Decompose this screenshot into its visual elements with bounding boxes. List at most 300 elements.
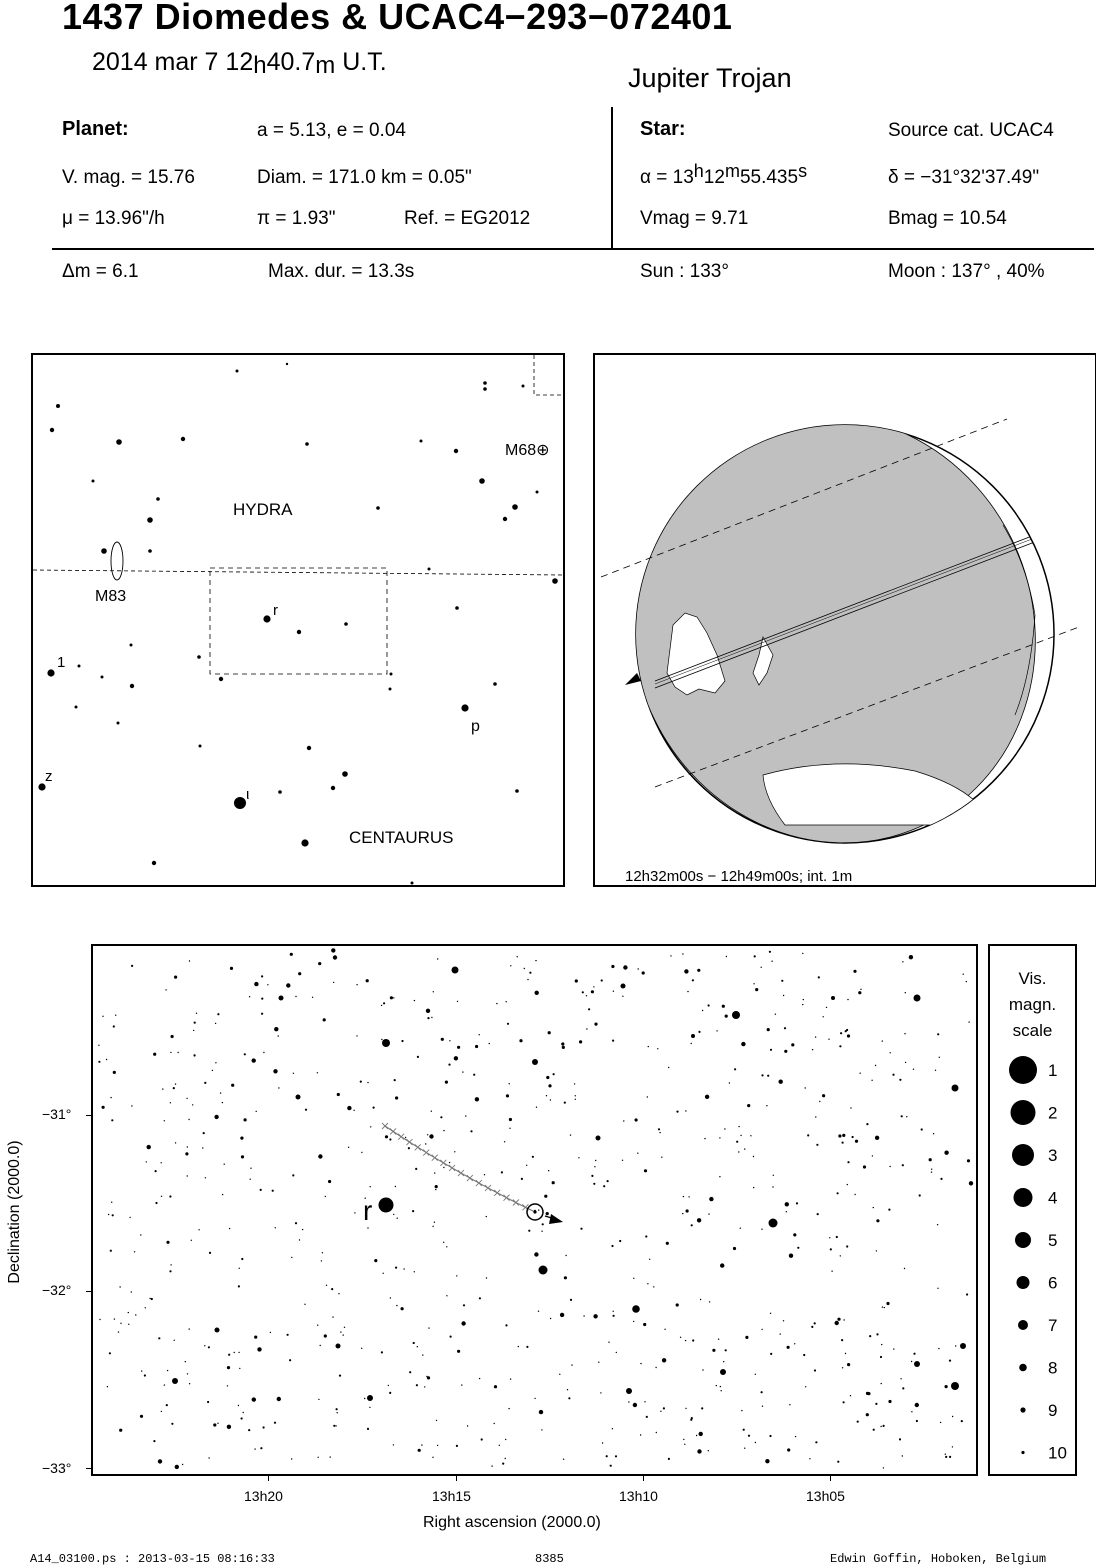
detail-field-star [274, 1027, 278, 1031]
detail-field-star [781, 980, 783, 982]
detail-field-star [217, 1013, 219, 1015]
detail-field-star [905, 1062, 906, 1063]
detail-field-star [111, 1202, 112, 1203]
detail-field-star [360, 1081, 362, 1083]
detail-field-star [337, 1412, 338, 1413]
detail-field-star [860, 1073, 861, 1074]
detail-field-star [383, 1002, 385, 1004]
detail-field-star [166, 1404, 168, 1406]
detail-field-star [115, 1015, 116, 1016]
detail-field-star [385, 1135, 388, 1138]
detail-field-star [336, 1408, 338, 1410]
detail-field-star [475, 1045, 478, 1048]
detail-field-star [383, 1273, 384, 1274]
planet-parallax: π = 1.93" [257, 208, 336, 229]
detail-field-star [208, 1346, 210, 1348]
detail-star [539, 1266, 548, 1275]
detail-field-star [937, 1288, 938, 1289]
detail-field-star [902, 1164, 904, 1166]
detail-field-star [842, 1134, 845, 1137]
detail-field-star [186, 1098, 187, 1099]
detail-field-star [659, 1132, 660, 1133]
detail-field-star [840, 1255, 841, 1256]
detail-field-star [164, 1384, 165, 1385]
page-title: 1437 Diomedes & UCAC4−293−072401 [62, 0, 733, 37]
detail-field-star [364, 1398, 365, 1399]
detail-field-star [873, 1207, 874, 1208]
legend-label-mag-5: 5 [1048, 1231, 1058, 1250]
detail-field-star [147, 1145, 151, 1149]
label-m83: M83 [95, 588, 127, 605]
detail-field-star [524, 968, 525, 969]
detail-field-star [954, 1386, 955, 1387]
detail-field-star [940, 1422, 941, 1423]
detail-field-star [829, 1237, 830, 1238]
detail-star [732, 1011, 740, 1019]
detail-field-star [705, 1095, 709, 1099]
label-hydra: HYDRA [233, 500, 293, 519]
detail-field-star [481, 1438, 483, 1440]
detail-field-star [729, 1082, 730, 1083]
detail-star [367, 1395, 373, 1401]
detail-field-star [875, 1065, 876, 1066]
planet-orbit: a = 5.13, e = 0.04 [257, 120, 406, 141]
detail-field-star [456, 1275, 457, 1276]
detail-field-star [593, 986, 594, 987]
detail-field-star [568, 1397, 570, 1399]
detail-field-star [611, 1245, 613, 1247]
detail-field-star [841, 1339, 843, 1341]
finder-star [156, 497, 160, 501]
finder-star [117, 722, 120, 725]
footer-number: 8385 [535, 1552, 564, 1566]
star-alpha [640, 161, 808, 189]
detail-field-star [623, 1120, 624, 1121]
detail-field-star [805, 1087, 806, 1088]
detail-field-star [175, 1465, 179, 1469]
detail-field-star [361, 1152, 362, 1153]
detail-field-star [550, 1099, 551, 1100]
info-divider [611, 107, 613, 249]
detail-field-star [945, 1456, 947, 1458]
legend-dot-mag-10 [1021, 1451, 1024, 1454]
detail-field-star [919, 1194, 921, 1196]
date-prefix: 2014 mar 7 12 [92, 48, 254, 76]
detail-field-star [676, 1111, 678, 1113]
detail-field-star [267, 984, 268, 985]
detail-field-star [553, 1073, 555, 1075]
ytick-label-2: −32° [42, 1282, 72, 1298]
detail-chart [91, 944, 978, 1476]
detail-field-star [277, 1397, 281, 1401]
legend-dot-mag-2 [1011, 1100, 1036, 1125]
ytick-mark-2 [86, 1291, 91, 1292]
ytick-label-3: −33° [42, 1460, 72, 1476]
detail-field-star [815, 1036, 816, 1037]
detail-field-star [886, 1302, 889, 1305]
finder-star [411, 882, 414, 885]
detail-field-star [909, 955, 913, 959]
detail-field-star [405, 1137, 406, 1138]
detail-field-star [875, 1403, 877, 1405]
detail-field-star [361, 1348, 362, 1349]
finder-star [503, 517, 507, 521]
detail-field-star [205, 1177, 206, 1178]
detail-field-star [771, 961, 772, 962]
detail-field-star [644, 1401, 645, 1402]
detail-field-star [812, 1049, 813, 1050]
detail-field-star [436, 1420, 437, 1421]
finder-star [101, 548, 107, 554]
legend-dot-mag-5 [1015, 1232, 1031, 1248]
detail-field-star [866, 1392, 869, 1395]
detail-field-star [580, 1228, 582, 1230]
detail-field-star [582, 991, 584, 993]
detail-field-star [207, 1401, 209, 1403]
detail-field-star [608, 1342, 609, 1343]
detail-field-star [381, 1005, 382, 1006]
detail-field-star [682, 1213, 683, 1214]
detail-field-star [647, 1283, 648, 1284]
detail-field-star [215, 1023, 216, 1024]
detail-field-star [803, 999, 804, 1000]
detail-field-star [845, 1353, 846, 1354]
detail-stars [98, 948, 973, 1469]
detail-field-star [167, 1370, 168, 1371]
detail-field-star [855, 1140, 858, 1143]
detail-field-star [187, 1373, 188, 1374]
legend-label-mag-6: 6 [1048, 1273, 1058, 1293]
detail-field-star [882, 1306, 883, 1307]
detail-field-star [244, 1118, 247, 1121]
detail-field-star [857, 1421, 859, 1423]
delta-mag: Δm = 6.1 [62, 261, 139, 282]
detail-field-star [536, 1107, 537, 1108]
detail-field-star [945, 1454, 946, 1455]
detail-field-star [906, 1116, 907, 1117]
detail-field-star [755, 1374, 756, 1375]
detail-field-star [446, 1295, 447, 1296]
detail-field-star [933, 1133, 934, 1134]
detail-field-star [414, 1000, 415, 1001]
detail-field-star [461, 1321, 465, 1325]
detail-field-star [743, 1429, 745, 1431]
detail-field-star [546, 1076, 549, 1079]
detail-field-star [149, 1298, 150, 1299]
detail-field-star [113, 1071, 116, 1074]
detail-field-star [433, 991, 434, 992]
legend-dot-mag-6 [1017, 1276, 1030, 1289]
detail-field-star [217, 1423, 218, 1424]
star-r-label: r [363, 1195, 373, 1226]
detail-field-star [594, 1166, 595, 1167]
legend-label-mag-8: 8 [1048, 1358, 1058, 1378]
detail-field-star [633, 1403, 637, 1407]
detail-field-star [328, 1180, 331, 1183]
detail-field-star [254, 1448, 255, 1449]
detail-field-star [107, 1386, 108, 1387]
detail-field-star [153, 1440, 155, 1442]
detail-field-box [210, 568, 387, 674]
detail-field-star [227, 1385, 228, 1386]
detail-field-star [129, 1217, 130, 1218]
detail-field-star [952, 1446, 953, 1447]
detail-field-star [783, 995, 784, 996]
detail-field-star [888, 1209, 890, 1211]
detail-field-star [182, 1464, 183, 1465]
detail-field-star [241, 1155, 244, 1158]
finder-star [344, 622, 348, 626]
detail-field-star [114, 1318, 115, 1319]
alpha-s: s [798, 161, 808, 181]
detail-field-star [505, 1458, 506, 1459]
detail-field-star [850, 1395, 851, 1396]
detail-field-star [510, 1378, 511, 1379]
detail-field-star [479, 1378, 480, 1379]
xtick-mark-1 [268, 1476, 269, 1481]
detail-field-star [845, 1030, 847, 1032]
finder-star [199, 745, 202, 748]
detail-field-star [785, 1202, 789, 1206]
detail-field-star [740, 1135, 741, 1136]
detail-star [382, 1039, 390, 1047]
label-centaurus: CENTAURUS [349, 828, 454, 847]
detail-field-star [616, 1352, 617, 1353]
track-ticks [382, 1123, 528, 1210]
detail-field-star [819, 1101, 820, 1102]
detail-field-star [680, 1337, 681, 1338]
magnitude-legend [988, 944, 1077, 1476]
finder-star [536, 491, 539, 494]
detail-field-star [780, 1333, 781, 1334]
detail-field-star [668, 1067, 669, 1068]
detail-field-star [570, 1134, 571, 1135]
detail-field-star [753, 1156, 754, 1157]
detail-field-star [931, 1169, 932, 1170]
detail-field-star [426, 1376, 427, 1377]
detail-star [532, 1059, 538, 1065]
detail-field-star [869, 1335, 871, 1337]
detail-field-star [850, 1107, 851, 1108]
detail-field-star [241, 1417, 243, 1419]
finder-star [479, 478, 485, 484]
detail-field-star [333, 955, 337, 959]
detail-field-star [467, 1425, 468, 1426]
detail-field-star [637, 1153, 638, 1154]
detail-field-star [161, 1411, 162, 1412]
detail-field-star [600, 1392, 601, 1393]
detail-field-star [708, 1213, 709, 1214]
detail-field-star [839, 1045, 841, 1047]
detail-field-star [784, 1027, 786, 1029]
detail-field-star [194, 1022, 196, 1024]
detail-field-star [905, 992, 906, 993]
detail-field-star [872, 1155, 873, 1156]
detail-field-star [787, 1346, 790, 1349]
detail-field-star [128, 1324, 129, 1325]
detail-star [831, 996, 835, 1000]
detail-field-star [293, 1073, 294, 1074]
detail-field-star [158, 1337, 160, 1339]
detail-field-star [949, 1456, 951, 1458]
finder-star [376, 506, 380, 510]
finder-star [92, 480, 95, 483]
detail-field-star [393, 1214, 394, 1215]
detail-field-star [937, 1033, 939, 1035]
detail-star [296, 1095, 301, 1100]
detail-field-star [443, 1130, 444, 1131]
detail-field-star [539, 1410, 543, 1414]
detail-field-star [899, 1079, 901, 1081]
detail-field-star [108, 1214, 109, 1215]
detail-field-star [755, 988, 758, 991]
detail-field-star [489, 1043, 490, 1044]
detail-field-star [866, 1413, 869, 1416]
detail-field-star [913, 1353, 915, 1355]
detail-field-star [519, 1039, 522, 1042]
detail-field-star [331, 948, 335, 952]
detail-field-star [766, 1105, 767, 1106]
detail-field-star [644, 1169, 647, 1172]
detail-field-star [794, 1343, 795, 1344]
detail-field-star [441, 1038, 444, 1041]
detail-field-star [761, 1391, 763, 1393]
detail-field-star [902, 961, 903, 962]
detail-field-star [904, 1268, 905, 1269]
detail-field-star [250, 1168, 251, 1169]
detail-field-star [203, 1132, 205, 1134]
detail-field-star [278, 1035, 279, 1036]
detail-field-star [169, 1195, 171, 1197]
label-r: r [273, 602, 278, 619]
detail-field-star [719, 1176, 720, 1177]
detail-field-star [842, 1367, 843, 1368]
finder-star [461, 704, 468, 711]
detail-field-star [111, 1119, 113, 1121]
detail-field-star [915, 1403, 919, 1407]
detail-field-star [298, 972, 301, 975]
label-iota: ι [246, 786, 250, 803]
finder-star [130, 684, 134, 688]
detail-field-star [244, 1053, 246, 1055]
sun-elongation: Sun : 133° [640, 261, 729, 282]
legend-dot-mag-8 [1019, 1364, 1027, 1372]
detail-field-star [802, 953, 803, 954]
detail-field-star [595, 1160, 596, 1161]
detail-field-star [883, 1467, 884, 1468]
finder-star [307, 746, 311, 750]
detail-field-star [769, 1435, 771, 1437]
detail-field-star [354, 1212, 355, 1213]
detail-field-star [202, 1147, 203, 1148]
detail-field-star [640, 1434, 641, 1435]
planet-reference: Ref. = EG2012 [404, 208, 531, 229]
finder-chart [31, 353, 565, 887]
detail-field-star [902, 1387, 904, 1389]
finder-star [78, 665, 81, 668]
detail-field-star [561, 1042, 564, 1045]
detail-field-star [913, 1069, 914, 1070]
detail-field-star [370, 1126, 371, 1127]
detail-field-star [165, 989, 166, 990]
detail-field-star [876, 1219, 879, 1222]
detail-field-star [209, 1252, 211, 1254]
detail-field-star [685, 1110, 686, 1111]
detail-field-star [939, 1057, 940, 1058]
detail-field-star [506, 1094, 509, 1097]
detail-field-star [289, 1359, 291, 1361]
detail-field-star [725, 1349, 727, 1351]
detail-field-star [135, 1314, 136, 1315]
detail-field-star [318, 1399, 319, 1400]
alpha-sec: 55.435 [739, 167, 799, 188]
detail-field-star [883, 1425, 885, 1427]
detail-field-star [417, 1056, 419, 1058]
detail-field-star [145, 1307, 146, 1308]
alpha-h: h [693, 161, 704, 181]
detail-field-star [660, 1411, 661, 1412]
detail-field-star [429, 1134, 433, 1138]
detail-field-star [754, 955, 756, 957]
detail-field-star [550, 1318, 551, 1319]
detail-field-star [921, 1128, 923, 1130]
detail-field-star [428, 1327, 429, 1328]
detail-field-star [753, 1187, 754, 1188]
detail-field-star [709, 1197, 713, 1201]
detail-field-star [744, 1448, 745, 1449]
detail-field-star [761, 1329, 762, 1330]
track-arrow-head [549, 1214, 563, 1224]
detail-field-star [106, 1059, 107, 1060]
detail-field-star [809, 1458, 810, 1459]
detail-field-star [401, 1040, 403, 1042]
legend-label-mag-3: 3 [1048, 1146, 1058, 1165]
detail-field-star [517, 956, 518, 957]
detail-field-star [257, 1347, 261, 1351]
detail-field-star [712, 1349, 715, 1352]
detail-field-star [900, 1378, 901, 1379]
detail-field-star [140, 1234, 141, 1235]
detail-field-star [426, 1009, 430, 1013]
detail-field-star [454, 1151, 455, 1152]
detail-field-star [337, 1093, 340, 1096]
detail-field-star [445, 1081, 448, 1084]
detail-field-star [583, 1315, 584, 1316]
legend-label-mag-2: 2 [1048, 1103, 1058, 1123]
detail-field-star [538, 1311, 539, 1312]
detail-field-star [155, 1170, 157, 1172]
detail-field-star [873, 1429, 875, 1431]
detail-field-star [270, 1332, 271, 1333]
detail-field-star [640, 1363, 641, 1364]
label-z: z [45, 768, 53, 785]
star-r [379, 1198, 394, 1213]
finder-star [331, 786, 335, 790]
detail-field-star [795, 1436, 796, 1437]
detail-field-star [194, 1054, 196, 1056]
detail-field-star [586, 1028, 587, 1029]
finder-star [515, 789, 519, 793]
detail-field-star [938, 1348, 939, 1349]
detail-star [960, 1343, 966, 1349]
detail-field-star [427, 1017, 429, 1019]
detail-star [691, 1034, 695, 1038]
direction-arrow [625, 673, 641, 685]
star-heading: Star: [640, 118, 686, 140]
detail-field-star [691, 1043, 692, 1044]
detail-field-star [397, 1218, 398, 1219]
detail-field-star [548, 1084, 551, 1087]
